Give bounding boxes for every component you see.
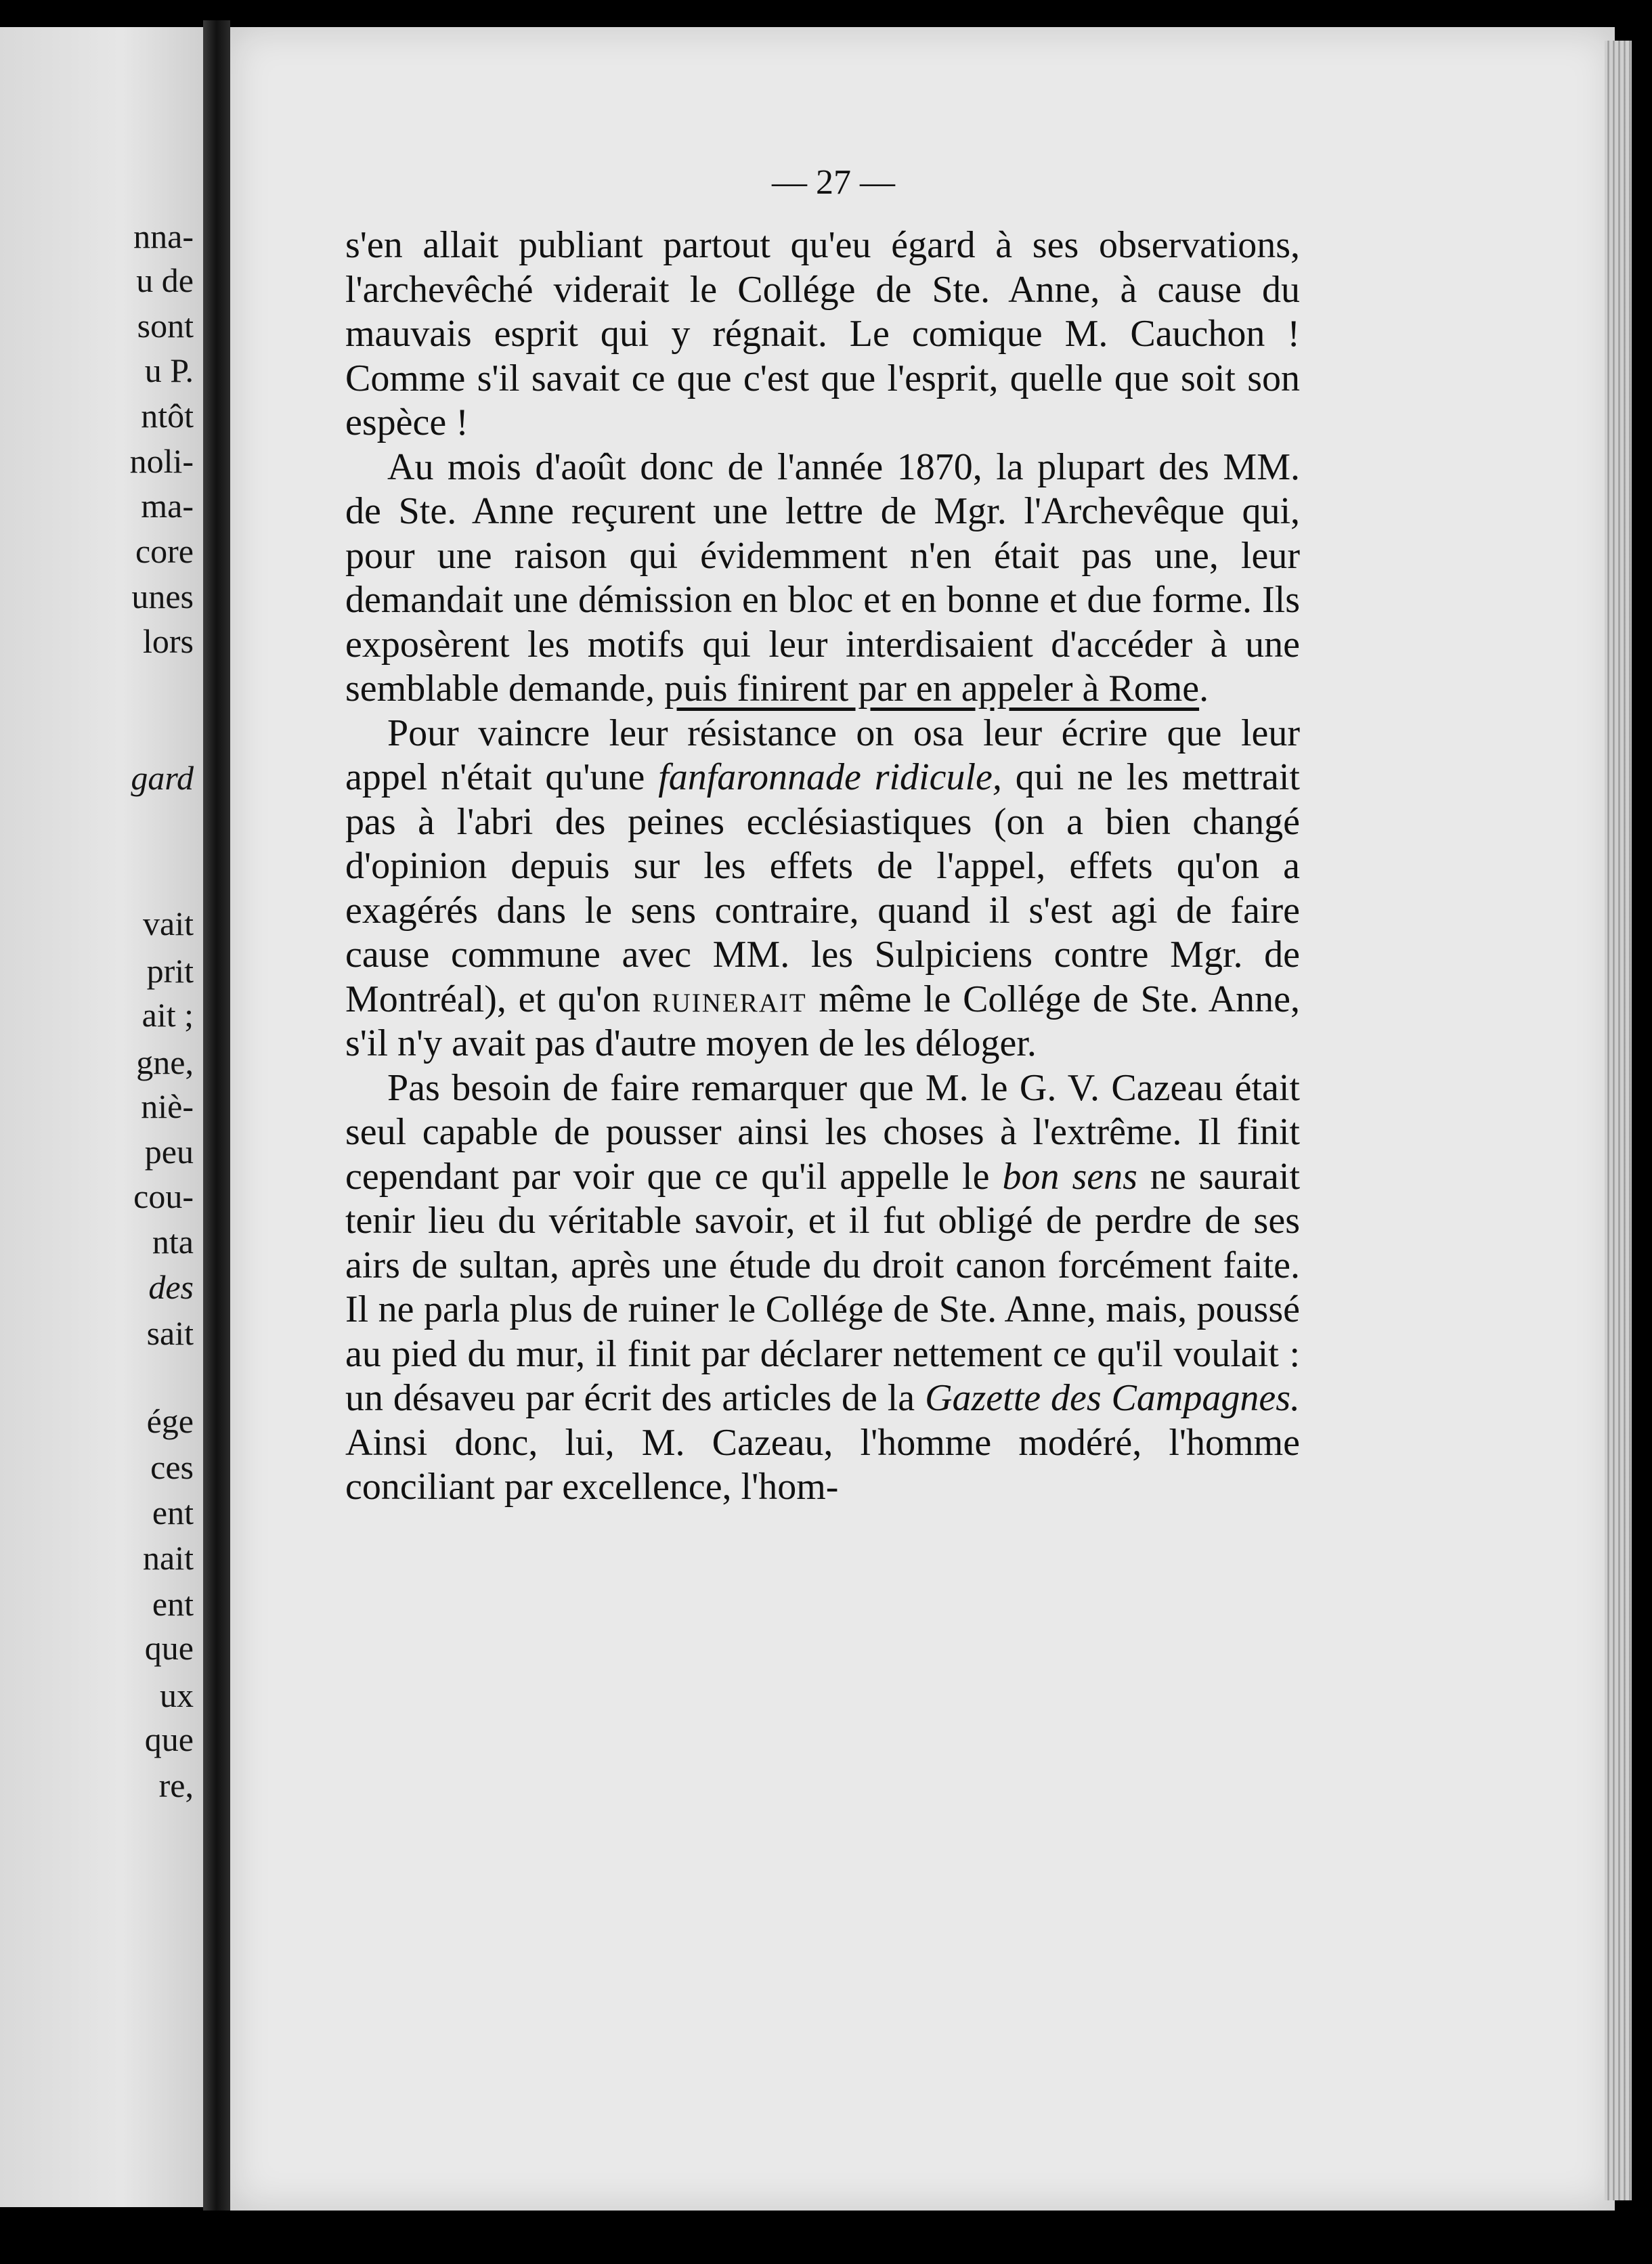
facing-page-fragment: que bbox=[144, 1720, 194, 1758]
page-edges bbox=[1605, 41, 1632, 2200]
facing-page-fragment: lors bbox=[143, 622, 194, 660]
underlined-phrase: puis finirent par en appeler à Rome bbox=[664, 668, 1200, 710]
paragraph-3 bbox=[345, 712, 1300, 1066]
paragraph-4-text: Pas besoin de faire remarquer que M. le G. V. Cazeau était seul capable de pousser ainsi les choses à l'extrême. Il finit cependant par voir que ce qu'il appelle le bbox=[345, 1066, 1300, 1198]
facing-page-fragment: unes bbox=[131, 578, 194, 615]
italic-phrase: fanfaronnade ridicule, bbox=[658, 756, 1002, 798]
paragraph-4-end: Ainsi donc, lui, M. Cazeau, l'homme modéré, l'homme conciliant par excellence, l'hom- bbox=[345, 1421, 1300, 1508]
facing-page-fragment: noli- bbox=[129, 442, 194, 480]
facing-page-fragment: u P. bbox=[144, 351, 194, 389]
paragraph-2-end: . bbox=[1199, 668, 1209, 710]
facing-page-fragment: ntôt bbox=[141, 397, 194, 435]
facing-page-fragment: ux bbox=[160, 1676, 194, 1714]
paragraph-1-text: s'en allait publiant partout qu'eu égard à ses observations, l'archevêché viderait le Collége de Ste. Anne, à cause du mauvais esprit qui y régnait. Le comique M. Cauchon ! Comme s'il savait ce que c'est que l'esprit, quelle que soit son espèce ! bbox=[345, 224, 1300, 443]
facing-page-fragment: ent bbox=[152, 1585, 194, 1623]
small-caps-word: ruinerait bbox=[652, 978, 807, 1020]
facing-page-fragment: peu bbox=[144, 1133, 194, 1171]
facing-page-fragment: ent bbox=[152, 1494, 194, 1531]
paragraph-3-middle: qui ne les mettrait pas à l'abri des peines ecclésiastiques (on a bien changé d'opinion depuis sur les effets de l'appel, effets qu'on a exagérés dans le sens contraire, quand il s'est agi de faire cause commune avec MM. les Sulpiciens contre Mgr. de Montréal), et qu'on bbox=[345, 756, 1300, 1020]
page-number: — 27 — bbox=[772, 163, 895, 202]
book-gutter bbox=[203, 20, 230, 2221]
italic-title: Gazette des Campagnes. bbox=[925, 1377, 1300, 1419]
paragraph-1 bbox=[345, 223, 1300, 445]
facing-page bbox=[0, 27, 203, 2207]
facing-page-fragment: gne, bbox=[136, 1043, 194, 1081]
paragraph-4-middle: ne saurait tenir lieu du véritable savoir, et il fut obligé de perdre de ses airs de sultan, après une étude du droit canon forcément faite. Il ne parla plus de ruiner le Collége de Ste. Anne, mais, poussé au pied du mur, il finit par déclarer nettement ce qu'il voulait : un désaveu par écrit des articles de la bbox=[345, 1155, 1301, 1419]
facing-page-fragment: nta bbox=[152, 1223, 194, 1261]
facing-page-fragment: ége bbox=[146, 1402, 194, 1440]
scan-bottom-border bbox=[0, 2211, 1652, 2264]
facing-page-fragment: ces bbox=[150, 1448, 194, 1486]
facing-page-fragment: ait ; bbox=[142, 996, 194, 1034]
italic-phrase: bon sens bbox=[1002, 1155, 1137, 1198]
facing-page-fragment: que bbox=[144, 1629, 194, 1667]
facing-page-fragment: sait bbox=[146, 1314, 194, 1352]
facing-page-fragment: prit bbox=[146, 952, 194, 990]
facing-page-fragment: des bbox=[148, 1268, 194, 1306]
facing-page-fragment: core bbox=[135, 532, 194, 570]
facing-page-fragment: ma- bbox=[141, 487, 194, 525]
facing-page-fragment: u de bbox=[136, 261, 194, 299]
facing-page-fragment: niè- bbox=[141, 1087, 194, 1125]
facing-page-fragment: nait bbox=[143, 1539, 194, 1577]
body-text bbox=[345, 223, 1300, 1510]
paragraph-3-end: même le Collége de Ste. Anne, s'il n'y avait pas d'autre moyen de les déloger. bbox=[345, 978, 1301, 1064]
paragraph-2-text: Au mois d'août donc de l'année 1870, la plupart des MM. de Ste. Anne reçurent une lettre de Mgr. l'Archevêque qui, pour une raison qui évidemment n'en était pas une, leur demandait une démission en bloc et en bonne et due forme. Ils exposèrent les motifs qui leur interdisaient d'accéder à une semblable demande, bbox=[345, 445, 1300, 710]
paragraph-2 bbox=[345, 445, 1300, 712]
facing-page-fragment: nna- bbox=[133, 217, 194, 255]
facing-page-fragment: re, bbox=[158, 1766, 194, 1804]
paragraph-3-text: Pour vaincre leur résistance on osa leur écrire que leur appel n'était qu'une bbox=[345, 712, 1300, 798]
facing-page-fragment: gard bbox=[131, 759, 194, 797]
facing-page-fragment: sont bbox=[137, 307, 194, 345]
paragraph-4 bbox=[345, 1066, 1300, 1510]
facing-page-fragment: vait bbox=[143, 905, 194, 942]
facing-page-fragment: cou- bbox=[133, 1177, 194, 1215]
